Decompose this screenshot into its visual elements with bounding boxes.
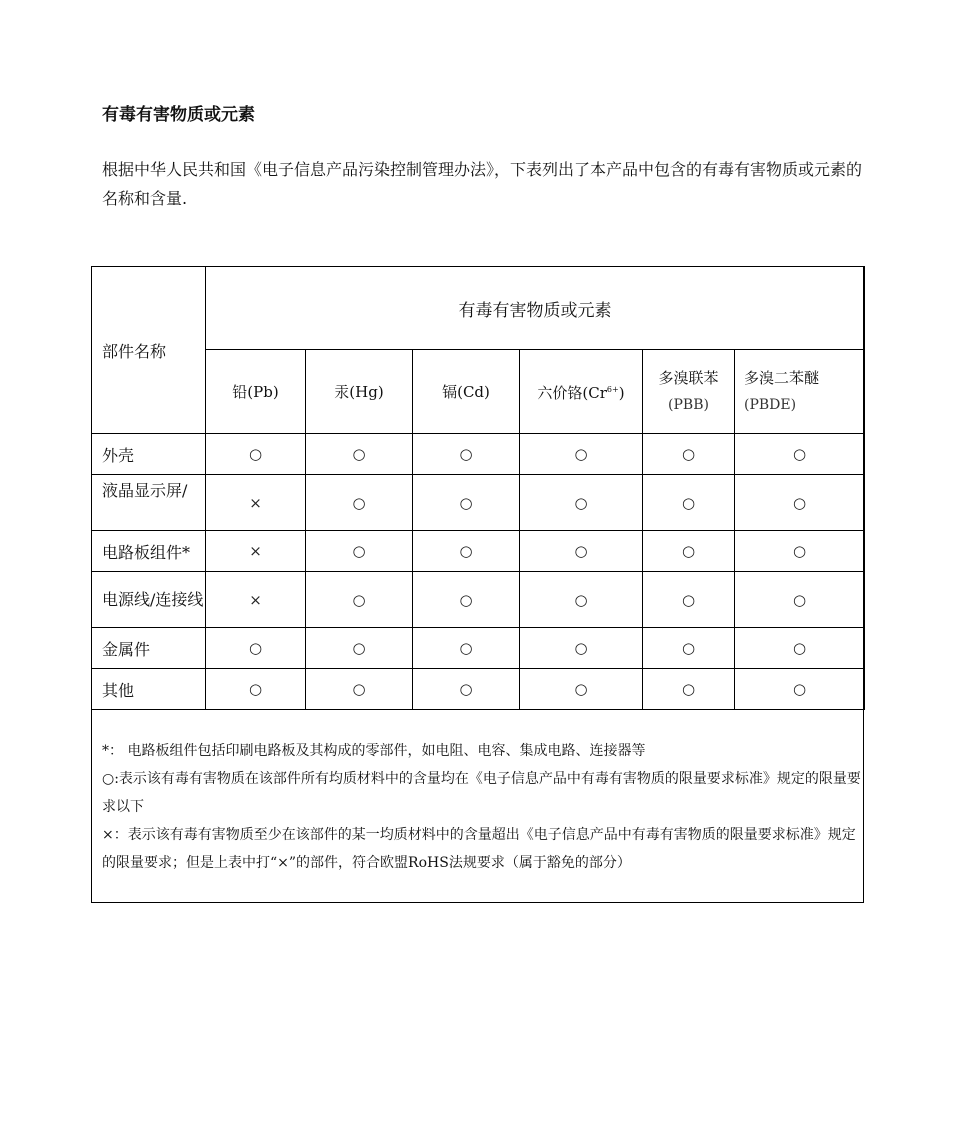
table-notes	[102, 737, 862, 877]
value-cell: ○	[643, 434, 735, 475]
value-cell: ○	[413, 628, 520, 669]
value-cell: ○	[520, 628, 643, 669]
table-row	[92, 628, 865, 669]
col-header-pbb: 多溴联苯 (PBB)	[643, 350, 735, 434]
value-cell: ○	[206, 628, 306, 669]
value-cell: ×	[206, 572, 306, 628]
value-cell: ○	[206, 669, 306, 710]
value-cell: ○	[520, 434, 643, 475]
value-cell: ○	[520, 669, 643, 710]
value-cell: ×	[206, 475, 306, 531]
col-header-cd: 镉(Cd)	[413, 350, 520, 434]
value-cell: ○	[520, 475, 643, 531]
section-title: 有毒有害物质或元素	[102, 105, 255, 125]
note-asterisk: *： 电路板组件包括印刷电路板及其构成的零部件，如电阻、电容、集成电路、连接器等	[102, 743, 646, 759]
value-cell: ○	[735, 669, 865, 710]
col-header-hg: 汞(Hg)	[306, 350, 413, 434]
hazardous-substances-table	[91, 266, 865, 710]
part-name: 液晶显示屏/	[92, 475, 206, 531]
value-cell: ○	[643, 669, 735, 710]
value-cell: ○	[735, 628, 865, 669]
table-row	[92, 572, 865, 628]
value-cell: ○	[643, 628, 735, 669]
note-cross: ×：表示该有毒有害物质至少在该部件的某一均质材料中的含量超出《电子信息产品中有毒有害物质的限量要求标准》规定的限量要求；但是上表中打“×”的部件，符合欧盟RoHS法规要求（属于豁免的部分）	[102, 827, 856, 871]
value-cell: ○	[735, 572, 865, 628]
part-name-header: 部件名称	[92, 267, 206, 434]
value-cell: ○	[520, 531, 643, 572]
part-name: 电路板组件*	[92, 531, 206, 572]
value-cell: ○	[306, 475, 413, 531]
table-row	[92, 475, 865, 531]
value-cell: ○	[735, 531, 865, 572]
value-cell: ○	[306, 572, 413, 628]
value-cell: ○	[735, 434, 865, 475]
value-cell: ○	[735, 475, 865, 531]
col-header-cr6: 六价铬$(Cr^{6+})$	[520, 350, 643, 434]
table-row	[92, 669, 865, 710]
value-cell: ○	[306, 669, 413, 710]
value-cell: ○	[413, 434, 520, 475]
value-cell: ○	[306, 531, 413, 572]
value-cell: ○	[206, 434, 306, 475]
col-header-pb: 铅(Pb)	[206, 350, 306, 434]
value-cell: ○	[413, 475, 520, 531]
value-cell: ×	[206, 531, 306, 572]
part-name: 金属件	[92, 628, 206, 669]
table-row	[92, 434, 865, 475]
value-cell: ○	[413, 572, 520, 628]
intro-paragraph: 根据中华人民共和国《电子信息产品污染控制管理办法》，下表列出了本产品中包含的有毒有害物质或元素的名称和含量.	[102, 160, 863, 208]
part-name: 电源线/连接线	[92, 572, 206, 628]
part-name: 外壳	[92, 434, 206, 475]
value-cell: ○	[520, 572, 643, 628]
value-cell: ○	[306, 628, 413, 669]
part-name: 其他	[92, 669, 206, 710]
value-cell: ○	[306, 434, 413, 475]
value-cell: ○	[643, 572, 735, 628]
table-row	[92, 531, 865, 572]
value-cell: ○	[413, 669, 520, 710]
value-cell: ○	[643, 531, 735, 572]
value-cell: ○	[413, 531, 520, 572]
note-circle: ○:表示该有毒有害物质在该部件所有均质材料中的含量均在《电子信息产品中有毒有害物质的限量要求标准》规定的限量要求以下	[102, 771, 861, 815]
col-header-pbde: 多溴二苯醚 (PBDE)	[735, 350, 865, 434]
substance-group-header: 有毒有害物质或元素	[206, 267, 865, 350]
value-cell: ○	[643, 475, 735, 531]
